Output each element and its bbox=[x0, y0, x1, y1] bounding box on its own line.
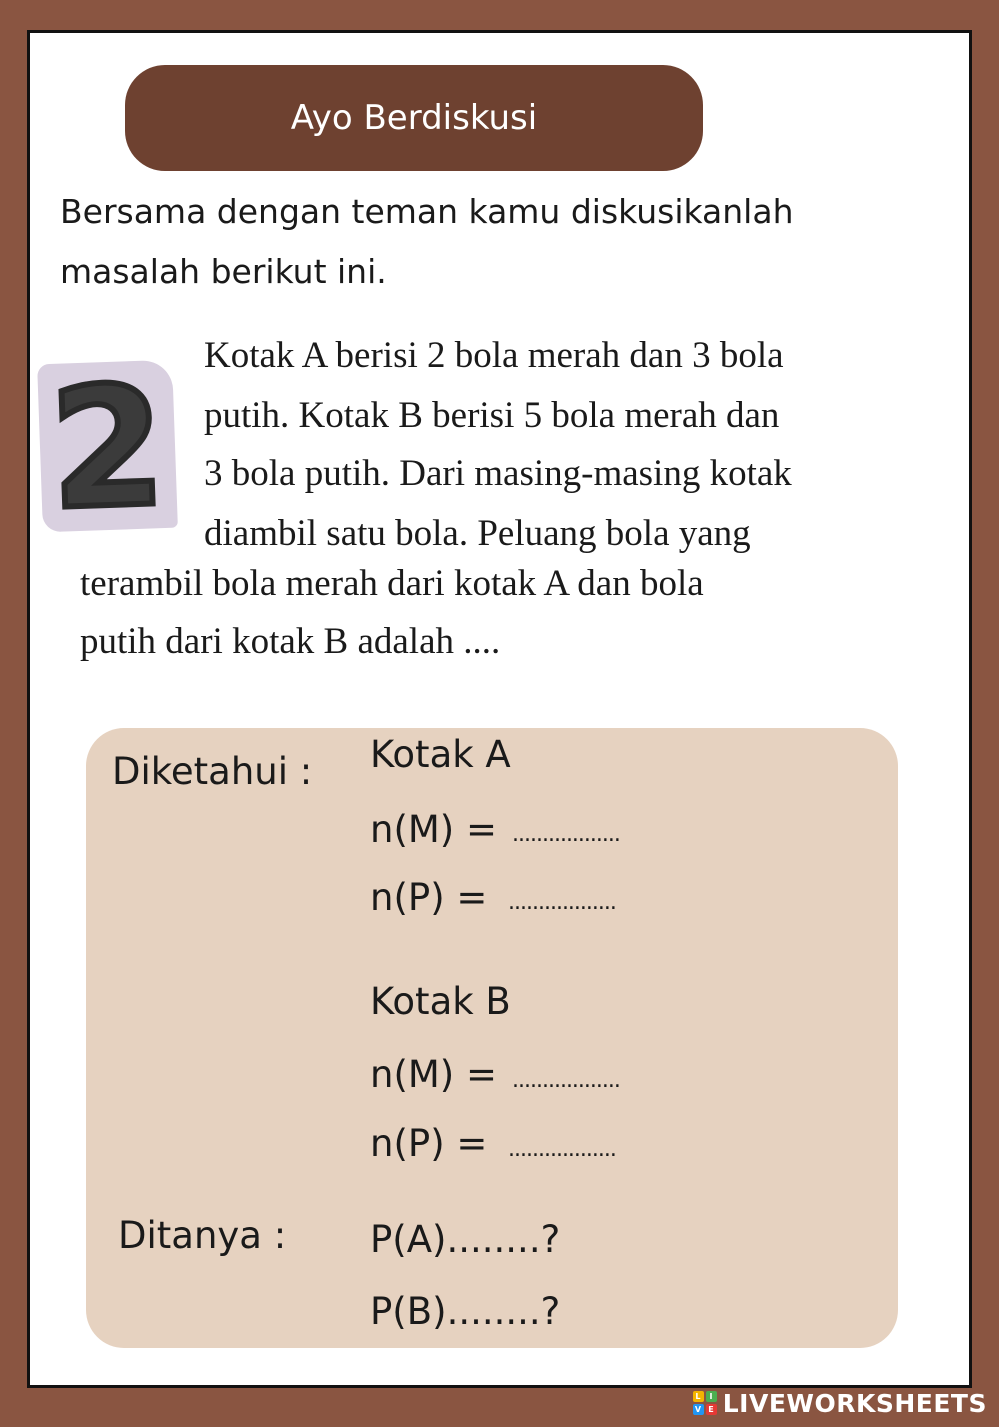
instruction-line-2: masalah berikut ini. bbox=[60, 252, 387, 291]
box-b-label: Kotak B bbox=[370, 980, 511, 1023]
problem-line-3: 3 bola putih. Dari masing-masing kotak bbox=[204, 453, 792, 494]
problem-number-badge bbox=[37, 350, 178, 546]
probability-a[interactable]: P(A)........? bbox=[370, 1218, 561, 1261]
box-a-np-label: n(P) = bbox=[370, 876, 488, 919]
box-b-nm-blank[interactable]: .................. bbox=[512, 1068, 620, 1093]
logo-tile-v: V bbox=[693, 1404, 704, 1415]
liveworksheets-logo-text: LIVEWORKSHEETS bbox=[722, 1388, 987, 1418]
logo-tile-l: L bbox=[693, 1391, 704, 1402]
instruction-text bbox=[60, 182, 930, 302]
box-b-np-label: n(P) = bbox=[370, 1122, 488, 1165]
liveworksheets-logo-icon bbox=[693, 1391, 717, 1415]
known-label: Diketahui : bbox=[112, 750, 313, 793]
box-b-np-blank[interactable]: .................. bbox=[508, 1137, 616, 1162]
box-b-nm-label: n(M) = bbox=[370, 1053, 498, 1096]
box-a-nm-blank[interactable]: .................. bbox=[512, 822, 620, 847]
problem-line-6: putih dari kotak B adalah .... bbox=[80, 621, 501, 662]
asked-label: Ditanya : bbox=[118, 1214, 287, 1257]
instruction-line-1: Bersama dengan teman kamu diskusikanlah bbox=[60, 192, 794, 231]
probability-b[interactable]: P(B)........? bbox=[370, 1290, 561, 1333]
section-title-text: Ayo Berdiskusi bbox=[290, 98, 538, 138]
box-a-nm-label: n(M) = bbox=[370, 808, 498, 851]
logo-tile-i: I bbox=[706, 1391, 717, 1402]
problem-line-5: terambil bola merah dari kotak A dan bola bbox=[80, 563, 704, 604]
problem-line-1: Kotak A berisi 2 bola merah dan 3 bola bbox=[204, 335, 784, 376]
box-a-np-blank[interactable]: .................. bbox=[508, 890, 616, 915]
problem-line-2: putih. Kotak B berisi 5 bola merah dan bbox=[204, 395, 780, 436]
section-title bbox=[125, 65, 703, 171]
box-a-label: Kotak A bbox=[370, 733, 511, 776]
problem-line-4: diambil satu bola. Peluang bola yang bbox=[204, 513, 751, 554]
logo-tile-e: E bbox=[706, 1404, 717, 1415]
liveworksheets-logo[interactable] bbox=[693, 1386, 987, 1420]
problem-number: 2 bbox=[46, 350, 169, 546]
